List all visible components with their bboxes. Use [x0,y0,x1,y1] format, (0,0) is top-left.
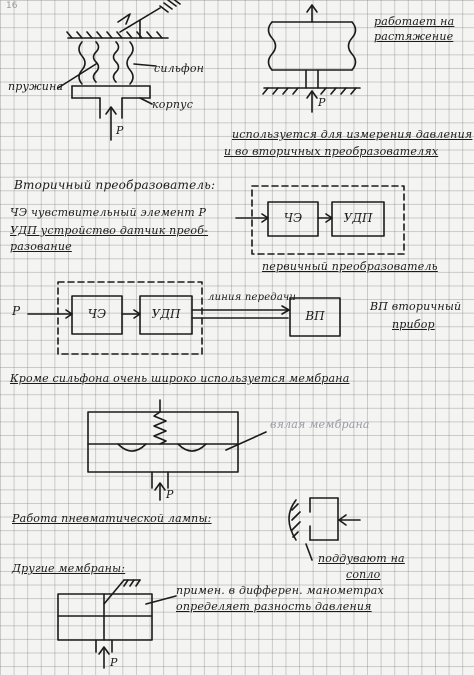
diff-note-line2: определяет разность давления [176,600,372,613]
label-p-6: P [110,656,118,669]
pneumatic-nozzle-diagram [289,498,360,560]
box-secondary-device: ВП [305,309,325,323]
note-tension: работает на растяжение [374,15,455,43]
tension-bellows-diagram [263,5,360,112]
label-bellows: сильфон [154,62,205,75]
box-sensing-element-2: ЧЭ [87,307,107,321]
box-udp-2: УДП [151,307,181,321]
label-p-3: P [12,304,21,318]
heading-secondary-converter: Вторичный преобразователь: [14,178,216,192]
caption-primary-converter: первичный преобразователь [262,260,438,273]
def-line3: разование [10,240,72,253]
vp-note-line2: прибор [392,318,435,331]
heading-pneumatic: Работа пневматической лампы: [12,512,212,525]
label-p-4: P [166,488,174,501]
membrane-diagram [88,400,266,500]
membrane-text: Кроме сильфона очень широко используется мембрана [10,372,350,385]
usage-note-line2: и во вторичных преобразователях [224,145,439,158]
label-housing: корпус [152,98,194,111]
def-line2: УДП устройство датчик преоб- [10,224,209,237]
label-p-1: P [116,124,124,137]
usage-note-line1: используется для измерения давления [232,128,473,141]
def-line1: ЧЭ чувствительный элемент P [10,206,207,219]
nozzle-note-line1: поддувают на [318,552,405,565]
box-udp: УДП [343,211,373,225]
differential-membrane-diagram [58,580,176,668]
faint-label-membrane: вялая мембрана [270,418,370,431]
page-number: 16 [6,1,18,11]
nozzle-note-line2: сопло [346,568,381,581]
box-sensing-element: ЧЭ [283,211,303,225]
vp-note-line1: ВП вторичный [370,300,462,313]
label-transmission-line: линия передачи [208,292,297,303]
heading-other-membranes: Другие мембраны: [12,562,126,575]
label-p-2: P [318,96,326,109]
label-spring: пружина [8,80,64,93]
diff-note-line1: примен. в дифферен. манометрах [176,584,384,597]
